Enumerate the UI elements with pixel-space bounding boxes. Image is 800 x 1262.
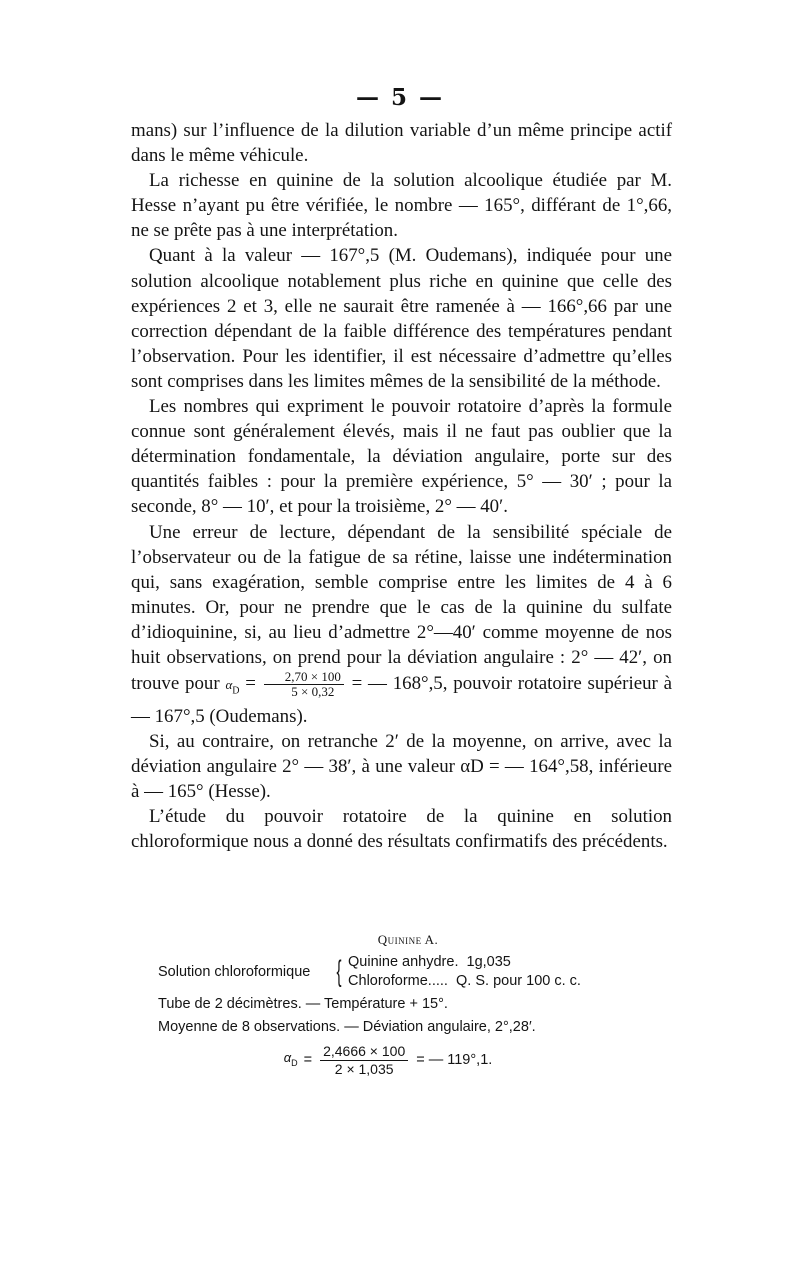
final-formula — [98, 1043, 678, 1078]
paragraph-1: mans) sur l’influence de la dilution variable d’un même principe actif dans le même véhicule. — [131, 120, 672, 167]
paragraph-5 — [131, 520, 672, 729]
table-title — [138, 930, 678, 949]
paragraph-7: L’étude du pouvoir rotatoire de la quinine en solution chloroformique nous a donné des résultats confirmatifs des précédents. — [131, 806, 672, 853]
formula-alpha-subscript: D — [291, 1057, 298, 1068]
rotation-fraction — [264, 670, 344, 699]
formula-equals: = — [303, 1052, 313, 1068]
body-text — [131, 118, 672, 854]
formula-denominator: 2 × 1,035 — [334, 1061, 394, 1077]
paragraph-2: La richesse en quinine de la solution alcoolique étudiée par M. Hesse n’ayant pu être vérifiée, le nombre — 165°, différant de 1°,66, ne se prête pas à une interprétation. — [131, 170, 672, 242]
table-title-text: Quinine A. — [377, 932, 439, 947]
brace-symbol: { — [336, 955, 342, 988]
solution-row — [158, 953, 678, 991]
formula-fraction — [320, 1043, 408, 1078]
paragraph-5-text: Une erreur de lecture, dépendant de la sensibilité spéciale de l’observateur ou de la fatigue de sa rétine, laisse une indétermination qui, sans exagération, semble comprise entre les limites de 4 à 6 minutes. Or, pour ne prendre que le cas de la quinine du sulfate d’idioquinine, si, au lieu d’admettre 2°—40′ comme moyenne de nos huit observations, on prend pour la déviation angulaire : 2° — 42′, on trouve pour — [131, 521, 672, 694]
solution-label: Solution chloroformique — [158, 963, 311, 980]
alpha-symbol: α — [225, 676, 233, 692]
fraction-result: = — 168°,5, — [351, 672, 448, 694]
tube-line: Tube de 2 décimètres. — Température + 15°. — [158, 996, 448, 1012]
equals-sign: = — [245, 672, 256, 694]
mean-line: Moyenne de 8 observations. — Déviation angulaire, 2°,28′. — [158, 1019, 536, 1035]
paragraph-6: Si, au contraire, on retranche 2′ de la moyenne, on arrive, avec la déviation angulaire 2° — 38′, à une valeur αD = — 164°,58, inférieure à — 165° (Hesse). — [131, 730, 672, 803]
formula-numerator: 2,4666 × 100 — [320, 1043, 408, 1061]
solution-item: Quinine anhydre. 1g,035 — [348, 954, 511, 970]
fraction-denominator: 5 × 0,32 — [291, 684, 335, 700]
solution-item: Chloroforme..... Q. S. pour 100 c. c. — [348, 973, 581, 989]
formula-result: = — 119°,1. — [416, 1052, 493, 1068]
paragraph-3: Quant à la valeur — 167°,5 (M. Oudemans), indiquée pour une solution alcoolique notablement plus riche en quinine que celle des expériences 2 et 3, elle ne saurait être ramenée à — 166°,66 par une correction dépendant de la faible différence des températures pendant l’observation. Pour les identifier, il est nécessaire d’admettre qu’elles sont comprises dans les limites mêmes de la sensibilité de la méthode. — [131, 245, 672, 392]
quinine-table — [158, 930, 678, 1078]
paragraph-5-continuation: pouvoir rotatoire supérieur à — 167°,5 (Oudemans). — [131, 672, 673, 727]
solution-items — [348, 953, 581, 991]
fraction-numerator: 2,70 × 100 — [264, 670, 344, 685]
paragraph-4: Les nombres qui expriment le pouvoir rotatoire d’après la formule connue sont généralement élevés, mais il ne faut pas oublier que la détermination fondamentale, la déviation angulaire, porte sur des quantités faibles : pour la première expérience, 5° — 30′ ; pour la seconde, 8° — 10′, et pour la troisième, 2° — 40′. — [131, 396, 672, 518]
alpha-subscript: D — [232, 685, 240, 697]
formula-alpha: α — [283, 1050, 292, 1066]
page-number: — 5 — — [355, 84, 445, 111]
